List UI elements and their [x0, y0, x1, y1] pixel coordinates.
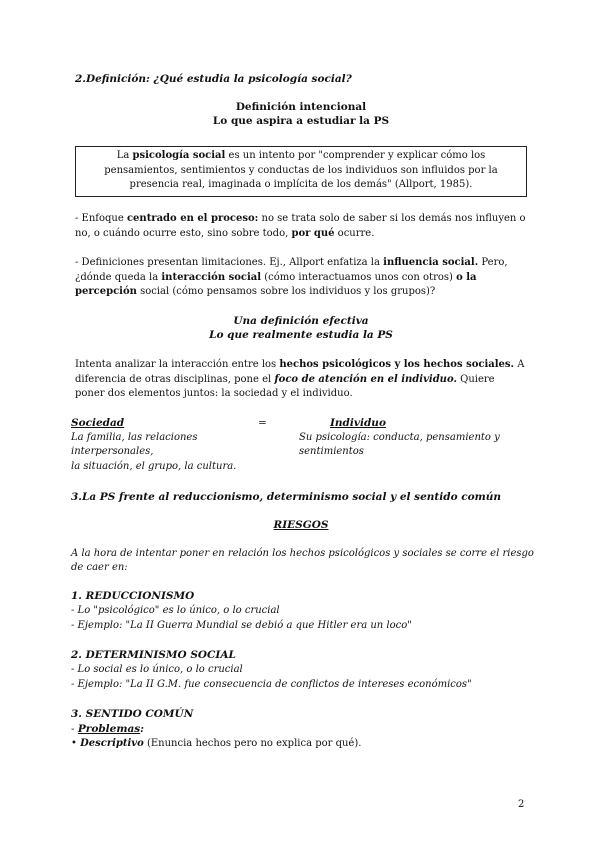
intentional-subtitle: Lo que aspira a estudiar la PS — [212, 115, 390, 127]
reductionism-point-1: - Lo "psicológico" es lo único, o lo crucial — [71, 605, 280, 616]
paragraph-process-focus: - Enfoque centrado en el proceso: no se trata solo de saber si los demás nos influyen o no, o cuándo ocurre esto, sino sobre todo, por qué ocurre. — [75, 213, 526, 239]
section-3-heading: 3.La PS frente al reduccionismo, determinismo social y el sentido común — [71, 491, 502, 503]
effective-subtitle: Lo que realmente estudia la PS — [209, 329, 393, 341]
risks-title: RIESGOS — [273, 519, 329, 531]
determinism-example: - Ejemplo: "La II G.M. fue consecuencia de conflictos de intereses económicos" — [71, 679, 472, 690]
common-sense-title: 3. SENTIDO COMÚN — [71, 708, 194, 720]
society-desc-3: la situación, el grupo, la cultura. — [71, 461, 237, 472]
paragraph-limitations: - Definiciones presentan limitaciones. Ej., Allport enfatiza la influencia social. Pero, ¿dónde queda la interacción social (cómo interactuamos unos con otros) o la percepción social (cómo pensamos sobre los individuos y los grupos)? — [75, 257, 508, 297]
page-number: 2 — [518, 799, 525, 810]
determinism-point-1: - Lo social es lo único, o lo crucial — [71, 664, 243, 675]
individual-desc-1: Su psicología: conducta, pensamiento y — [299, 432, 500, 443]
society-desc-1: La familia, las relaciones — [71, 432, 198, 443]
risks-intro-line-2: de caer en: — [71, 562, 128, 573]
determinism-title: 2. DETERMINISMO SOCIAL — [71, 649, 236, 661]
paragraph-interaction: Intenta analizar la interacción entre los hechos psicológicos y los hechos sociales. A diferencia de otras disciplinas, pone el foco de atención en el individuo. Quiere poner dos elementos juntos: la sociedad y el individuo. — [75, 359, 525, 399]
problems-line: - Problemas: — [71, 723, 145, 735]
individual-label: Individuo — [330, 417, 386, 429]
intentional-title: Definición intencional — [235, 101, 367, 113]
effective-title: Una definición efectiva — [233, 315, 369, 327]
reductionism-title: 1. REDUCCIONISMO — [71, 590, 195, 602]
descriptive-problem: • Descriptivo (Enuncia hechos pero no explica por qué). — [71, 738, 362, 749]
definition-text: La psicología social es un intento por "comprender y explicar cómo los pensamientos, sentimientos y conductas de los individuos son influidos por la presencia real, imaginada o implícita de los demás" (Allport, 1985). — [104, 150, 498, 190]
society-label: Sociedad — [71, 417, 125, 429]
individual-desc-2: sentimientos — [299, 446, 364, 457]
equals-sign: = — [258, 417, 267, 429]
section-2-heading: 2.Definición: ¿Qué estudia la psicología social? — [75, 73, 352, 85]
definition-box — [75, 146, 527, 197]
society-desc-2: interpersonales, — [71, 446, 154, 457]
risks-intro-line-1: A la hora de intentar poner en relación los hechos psicológicos y sociales se corre el riesgo — [71, 548, 534, 559]
reductionism-example: - Ejemplo: "La II Guerra Mundial se debió a que Hitler era un loco" — [71, 620, 412, 631]
